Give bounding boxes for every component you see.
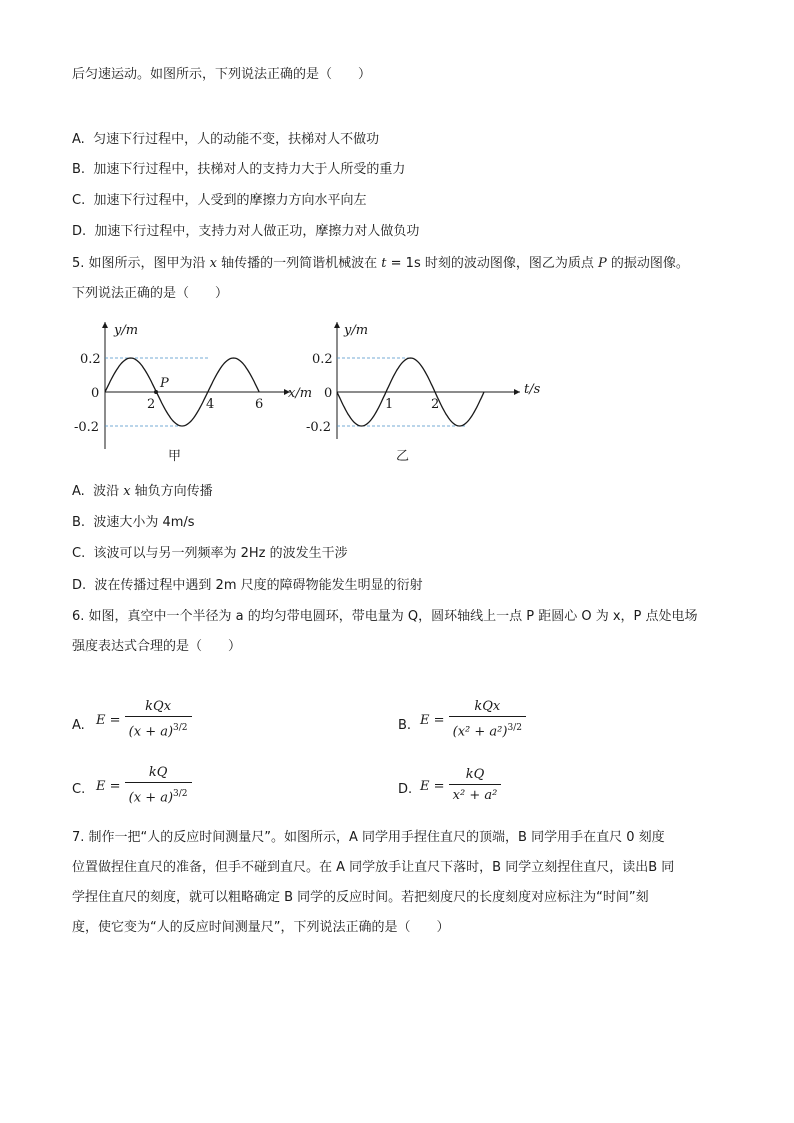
- formula-lhs: E =: [96, 779, 121, 795]
- q6-option-a-formula: [96, 698, 192, 743]
- y-tick-label: -0.2: [74, 420, 100, 435]
- q5-option-b: [72, 514, 195, 532]
- q7-stem-line-2: 位置做捏住直尺的准备，但手不碰到直尺。在 A 同学放手让直尺下落时，B 同学立刻捏住直尺，读出B 同: [72, 860, 675, 875]
- y-tick-label: -0.2: [306, 420, 332, 435]
- option-text: 加速下行过程中，扶梯对人的支持力大于人所受的重力: [93, 162, 406, 177]
- y-tick-label: 0.2: [312, 352, 333, 367]
- denominator: [125, 717, 192, 743]
- q6-stem-line-2: 强度表达式合理的是（ ）: [72, 639, 242, 654]
- option-label: B.: [72, 515, 86, 530]
- denominator-base: (x + a): [128, 790, 174, 806]
- y-tick-label: 0: [91, 386, 100, 401]
- option-text: 波在传播过程中遇到 2m 尺度的障碍物能发生明显的衍射: [94, 578, 423, 593]
- q6-option-c-label: C.: [72, 782, 86, 797]
- option-text: 加速下行过程中，支持力对人做正功，摩擦力对人做负功: [94, 224, 420, 239]
- wave-curve-2: [259, 358, 290, 392]
- option-label: A.: [72, 132, 85, 147]
- figure-caption: 乙: [396, 449, 410, 464]
- q6-option-d-formula: [420, 766, 501, 807]
- q5-stem-var-p: P: [597, 256, 607, 271]
- denominator-exponent: 3/2: [507, 723, 522, 733]
- denominator-base: (x² + a²): [452, 724, 508, 740]
- q4-option-c: [72, 192, 367, 210]
- numerator: kQx: [449, 698, 526, 717]
- x-axis-label: x/m: [288, 386, 313, 401]
- q7-stem-line-1: 7. 制作一把“人的反应时间测量尺”。如图所示，A 同学用手捏住直尺的顶端，B 同学用手在直尺 0 刻度: [72, 830, 665, 845]
- q5-option-c: [72, 545, 348, 563]
- figure-vibration-graph: [300, 314, 550, 469]
- y-axis-label: y/m: [114, 323, 139, 338]
- q5-stem-part: 轴传播的一列简谐机械波在: [217, 256, 382, 271]
- point-p-marker: [154, 390, 158, 394]
- option-text: 加速下行过程中，人受到的摩擦力方向水平向左: [93, 193, 367, 208]
- denominator: [449, 785, 502, 807]
- denominator-base: (x + a): [128, 724, 174, 740]
- formula-lhs: E =: [96, 713, 121, 729]
- q7-stem-line-3: 学捏住直尺的刻度，就可以粗略确定 B 同学的反应时间。若把刻度尺的长度刻度对应标注为“时间”刻: [72, 890, 649, 905]
- option-label: D.: [72, 224, 87, 239]
- option-label: D.: [72, 578, 87, 593]
- numerator: kQ: [449, 766, 502, 785]
- q6-stem-line-1: 6. 如图，真空中一个半径为 a 的均匀带电圆环，带电量为 Q，圆环轴线上一点 P 距圆心 O 为 x，P 点处电场: [72, 609, 698, 624]
- q6-option-b-label: B.: [398, 718, 412, 733]
- denominator: [449, 717, 526, 743]
- denominator-exponent: 3/2: [173, 723, 188, 733]
- q5-stem-line-1: [72, 255, 689, 273]
- y-tick-label: 0.2: [80, 352, 101, 367]
- option-text: 轴负方向传播: [130, 484, 213, 499]
- q5-stem-part: 5. 如图所示，图甲为沿: [72, 256, 210, 271]
- denominator-base: x² + a²: [452, 788, 498, 803]
- q5-option-a: [72, 483, 213, 501]
- formula-lhs: E =: [420, 713, 445, 729]
- q6-option-c-formula: [96, 764, 192, 809]
- q5-option-d: [72, 577, 423, 595]
- q6-option-d-label: D.: [398, 782, 413, 797]
- q5-stem-var-t: t: [381, 256, 387, 271]
- x-tick-label: 4: [206, 397, 215, 412]
- option-text: 波沿: [93, 484, 124, 499]
- denominator-exponent: 3/2: [173, 789, 188, 799]
- q4-option-d: [72, 223, 419, 241]
- q6-option-a-label: A.: [72, 718, 85, 733]
- fraction: [449, 766, 502, 807]
- q6-option-b-formula: [420, 698, 526, 743]
- x-tick-label: 2: [147, 397, 156, 412]
- q7-stem-line-4: 度，使它变为“人的反应时间测量尺”，下列说法正确的是（ ）: [72, 920, 450, 935]
- x-tick-label: 1: [385, 397, 394, 412]
- q4-option-a: [72, 131, 379, 149]
- numerator: kQ: [125, 764, 192, 783]
- q4-option-b: [72, 161, 405, 179]
- option-text: 该波可以与另一列频率为 2Hz 的波发生干涉: [93, 546, 348, 561]
- option-text: 匀速下行过程中，人的动能不变，扶梯对人不做功: [93, 132, 380, 147]
- numerator: kQx: [125, 698, 192, 717]
- fraction: [125, 698, 192, 743]
- option-var: x: [123, 484, 131, 499]
- x-axis-label: t/s: [524, 382, 541, 397]
- option-label: C.: [72, 546, 86, 561]
- x-tick-label: 6: [255, 397, 264, 412]
- formula-lhs: E =: [420, 779, 445, 794]
- q5-stem-var-x: x: [209, 256, 218, 271]
- option-label: A.: [72, 484, 85, 499]
- q5-stem-line-2: 下列说法正确的是（ ）: [72, 286, 229, 301]
- y-tick-label: 0: [324, 386, 333, 401]
- option-text: 波速大小为 4m/s: [93, 515, 195, 530]
- fraction: [125, 764, 192, 809]
- denominator: [125, 783, 192, 809]
- point-p-label: P: [160, 376, 169, 391]
- y-axis-label: y/m: [344, 323, 369, 338]
- option-label: B.: [72, 162, 86, 177]
- q5-stem-part: 的振动图像。: [606, 256, 689, 271]
- q5-stem-part: = 1s 时刻的波动图像，图乙为质点: [386, 256, 598, 271]
- option-label: C.: [72, 193, 86, 208]
- figure-wave-graph: [70, 314, 333, 469]
- figure-caption: 甲: [168, 449, 182, 464]
- question-4-stem-tail: 后匀速运动。如图所示，下列说法正确的是（ ）: [72, 67, 372, 82]
- fraction: [449, 698, 526, 743]
- x-tick-label: 2: [431, 397, 440, 412]
